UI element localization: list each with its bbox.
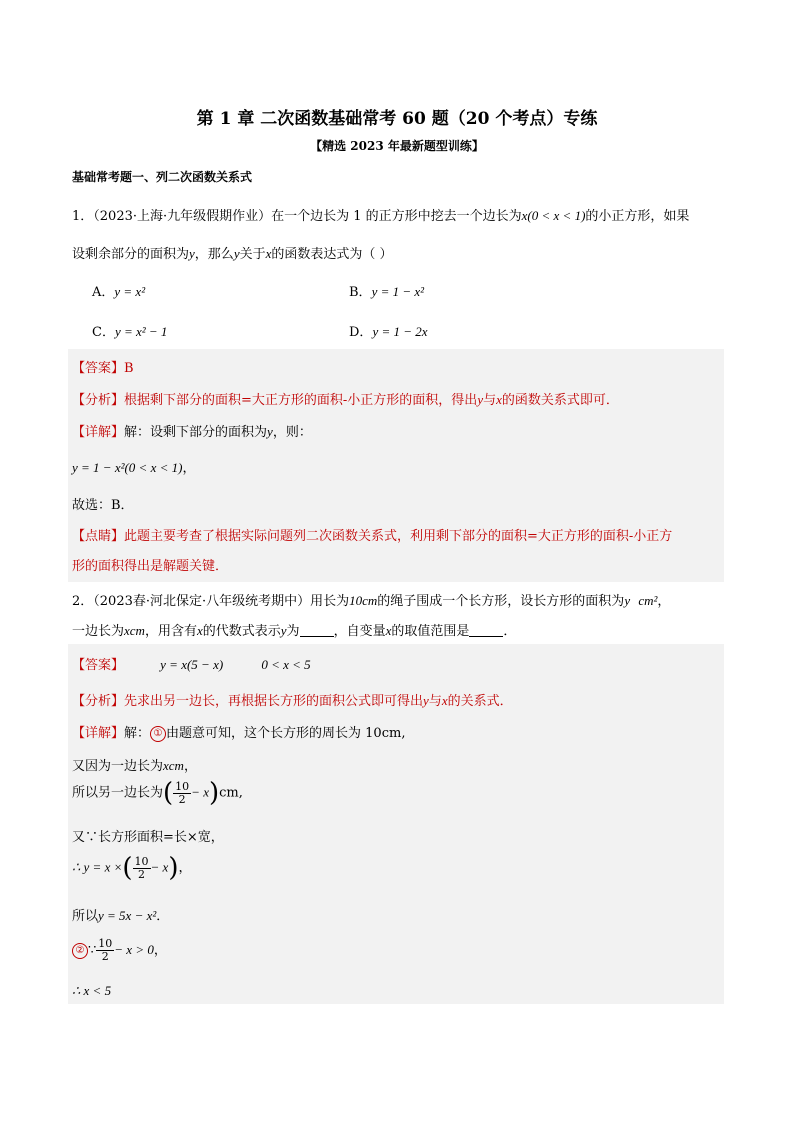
q2-step-7: ∴ x < 5 — [72, 983, 112, 998]
circled-two-marker: ② — [72, 943, 88, 959]
q2-step-3: 又∵长方形面积=长×宽， — [72, 830, 224, 845]
q2-step-6: ② ∵ $\frac{10}{2}$ − x > 0， — [72, 938, 167, 963]
fraction-ten-halves: $\frac{10}{2}$ — [175, 779, 190, 806]
q1-stem-line1: 1．（2023·上海·九年级假期作业）在一个边长为 1 的正方形中挖去一个边长为x(0 < x < 1)的小正方形，如果 — [72, 208, 690, 224]
q1-detail: 【详解】解：设剩下部分的面积为y，则： — [72, 424, 312, 440]
q1-choice: 故选：B． — [72, 498, 134, 513]
q1-analysis: 【分析】根据剩下部分的面积=大正方形的面积-小正方形的面积，得出y与x的函数关系式即可． — [72, 392, 619, 408]
circled-one-marker: ① — [150, 726, 166, 742]
fraction-ten-halves: $\frac{10}{2}$ — [98, 937, 113, 963]
fraction-ten-halves: $\frac{10}{2}$ — [134, 854, 149, 881]
q2-step-5: 所以y = 5x − x²． — [72, 908, 170, 924]
answer-blank-1[interactable] — [300, 624, 334, 637]
q2-step-4: ∴ y = x ×( $\frac{10}{2}$ − x)， — [72, 853, 192, 883]
q2-step-1: 又因为一边长为xcm， — [72, 758, 197, 774]
q2-answer: 【答案】 y = x(5 − x) 0 < x < 5 — [72, 657, 311, 673]
page-title: 第 1 章 二次函数基础常考 60 题（20 个考点）专练 — [196, 109, 598, 129]
q1-option-d[interactable]: D．y = 1 − 2x — [349, 324, 428, 340]
q1-option-c[interactable]: C．y = x² − 1 — [92, 324, 168, 340]
q1-formula: y = 1 − x²(0 < x < 1)， — [72, 460, 196, 476]
page-subtitle: 【精选 2023 年最新题型训练】 — [310, 139, 484, 153]
q2-detail: 【详解】解： ① 由题意可知，这个长方形的周长为 10cm, — [72, 726, 406, 741]
q2-stem-line2: 一边长为xcm，用含有x的代数式表示y为 ，自变量x的取值范围是 ． — [72, 623, 517, 639]
q2-analysis: 【分析】先求出另一边长，再根据长方形的面积公式即可得出y与x的关系式． — [72, 693, 513, 709]
q1-point-line1: 【点睛】此题主要考查了根据实际问题列二次函数关系式，利用剩下部分的面积=大正方形的面积-小正方 — [72, 529, 673, 544]
q1-option-b[interactable]: B．y = 1 − x² — [349, 284, 425, 300]
answer-blank-2[interactable] — [469, 624, 503, 637]
q2-step-2: 所以另一边长为( $\frac{10}{2}$ − x)cm, — [72, 778, 243, 808]
q1-answer: 【答案】B — [72, 361, 134, 376]
q1-stem-line2: 设剩余部分的面积为y，那么y关于x的函数表达式为（ ） — [72, 246, 393, 262]
q2-stem-line1: 2．（2023春·河北保定·八年级统考期中）用长为10cm的绳子围成一个长方形，设长方形的面积为y cm²， — [72, 593, 671, 609]
section-heading: 基础常考题一、列二次函数关系式 — [72, 170, 253, 184]
q1-point-line2: 形的面积得出是解题关键． — [72, 559, 229, 574]
q1-option-a[interactable]: A．y = x² — [92, 284, 146, 300]
